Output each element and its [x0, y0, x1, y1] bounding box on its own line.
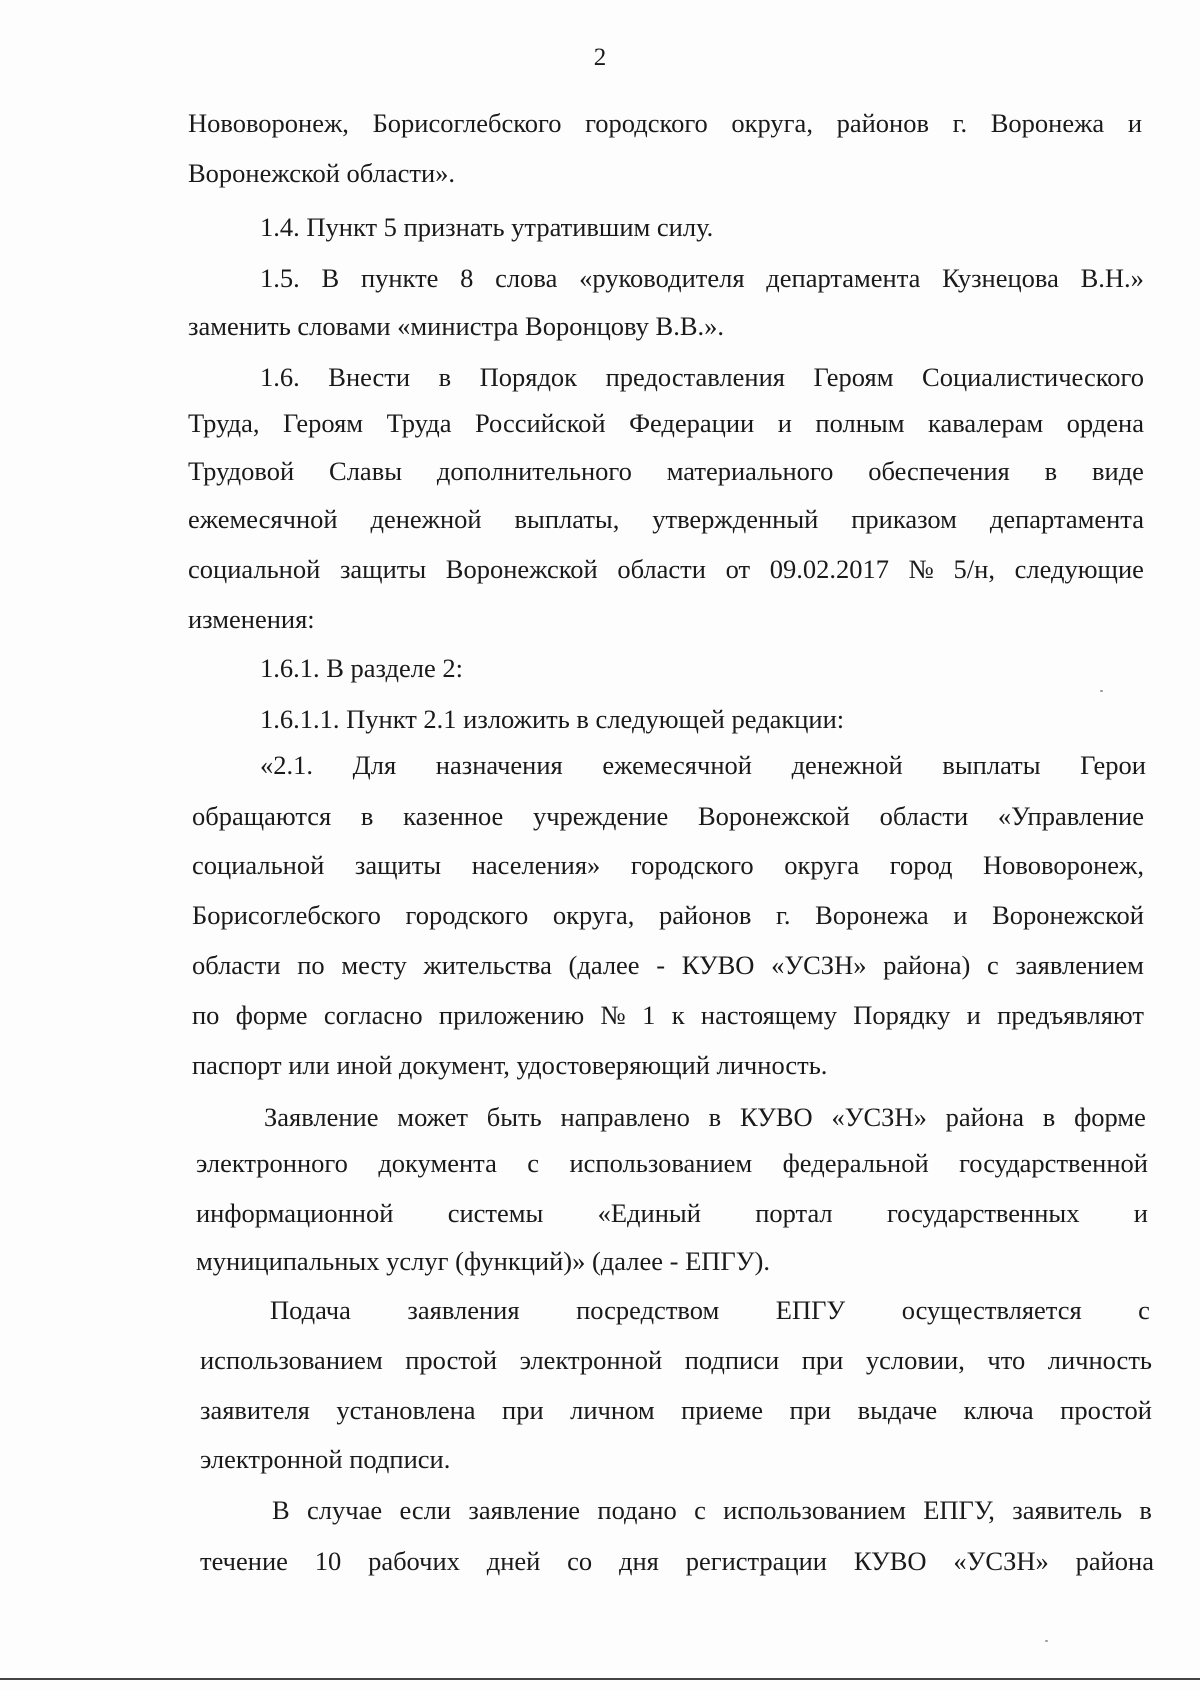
- word: полным: [815, 408, 905, 438]
- word: Труда,: [188, 408, 260, 438]
- word: «УСЗН»: [831, 1102, 927, 1132]
- word: Трудовой: [188, 456, 295, 486]
- text-line: электронной подписи.: [200, 1444, 451, 1474]
- word: использованием: [569, 1148, 753, 1178]
- text-line: [200, 1397, 1152, 1424]
- word: 1.5.: [260, 263, 300, 293]
- word: г.: [952, 108, 968, 138]
- word: Для: [352, 750, 397, 780]
- word: предоставления: [605, 362, 785, 392]
- word: по: [297, 950, 325, 980]
- word: ордена: [1066, 408, 1144, 438]
- word: государственных: [886, 1198, 1080, 1228]
- scan-edge: [0, 1678, 1200, 1680]
- word: выплаты,: [514, 504, 620, 534]
- word: по: [192, 1000, 220, 1030]
- word: Российской: [474, 408, 606, 438]
- word: казенное: [403, 801, 504, 831]
- word: в: [360, 801, 374, 831]
- word: городского: [405, 900, 529, 930]
- word: округа,: [731, 108, 813, 138]
- word: слова: [495, 263, 558, 293]
- word: защиты: [354, 850, 442, 880]
- word: условии,: [865, 1345, 965, 1375]
- text-line: 1.6.1. В разделе 2:: [260, 653, 464, 683]
- word: государственной: [959, 1148, 1148, 1178]
- text-line: 1.4. Пункт 5 признать утратившим силу.: [260, 212, 714, 242]
- word: района: [945, 1102, 1024, 1132]
- word: департамента: [989, 504, 1144, 534]
- word: Нововоронеж,: [983, 850, 1144, 880]
- word: №: [908, 554, 934, 584]
- word: со: [567, 1546, 593, 1576]
- word: социальной: [188, 554, 321, 584]
- word: Подача: [270, 1295, 351, 1325]
- word: использованием: [200, 1345, 383, 1375]
- word: защиты: [339, 554, 427, 584]
- word: (далее: [568, 950, 640, 980]
- word: что: [987, 1345, 1026, 1375]
- word: назначения: [435, 750, 563, 780]
- word: Славы: [329, 456, 403, 486]
- word: утвержденный: [652, 504, 819, 534]
- word: Социалистического: [922, 362, 1144, 392]
- text-line: [260, 265, 1144, 292]
- word: округа: [784, 850, 860, 880]
- word: виде: [1092, 456, 1144, 486]
- word: простой: [405, 1345, 498, 1375]
- word: и: [1127, 108, 1142, 138]
- word: подано: [597, 1495, 677, 1525]
- word: Нововоронеж,: [188, 108, 349, 138]
- text-line: изменения:: [188, 604, 315, 634]
- text-line: заменить словами «министра Воронцову В.В.».: [188, 311, 725, 341]
- word: подписи: [684, 1345, 780, 1375]
- word: предъявляют: [997, 1000, 1144, 1030]
- word: 1: [642, 1000, 656, 1030]
- word: рабочих: [368, 1546, 460, 1576]
- word: документа: [378, 1148, 497, 1178]
- word: установлена: [336, 1395, 476, 1425]
- word: ежемесячной: [188, 504, 338, 534]
- page-number: 2: [593, 44, 607, 71]
- word: при: [801, 1345, 844, 1375]
- word: форме: [235, 1000, 308, 1030]
- text-line: [188, 410, 1144, 437]
- word: материального: [666, 456, 834, 486]
- word: районов: [836, 108, 929, 138]
- word: регистрации: [685, 1546, 827, 1576]
- word: Борисоглебского: [372, 108, 562, 138]
- word: Воронежа: [815, 900, 929, 930]
- word: согласно: [323, 1000, 423, 1030]
- word: 09.02.2017: [769, 554, 889, 584]
- word: при: [502, 1395, 544, 1425]
- word: Воронежской: [445, 554, 598, 584]
- word: области: [879, 801, 969, 831]
- word: форме: [1074, 1102, 1146, 1132]
- word: 1.6.: [260, 362, 300, 392]
- text-line: [270, 1297, 1150, 1324]
- word: с: [694, 1495, 706, 1525]
- word: Порядку: [853, 1000, 951, 1030]
- word: заявителя: [200, 1395, 310, 1425]
- word: «2.1.: [260, 750, 313, 780]
- word: -: [656, 950, 666, 980]
- word: электронного: [196, 1148, 348, 1178]
- text-line: муниципальных услуг (функций)» (далее - ЕПГУ).: [196, 1246, 770, 1276]
- word: течение: [200, 1546, 288, 1576]
- word: в: [438, 362, 452, 392]
- word: обращаются: [192, 801, 332, 831]
- word: к: [671, 1000, 685, 1030]
- word: приеме: [681, 1395, 763, 1425]
- word: г.: [776, 900, 791, 930]
- word: района): [883, 950, 971, 980]
- word: в: [1042, 1102, 1056, 1132]
- word: денежной: [370, 504, 482, 534]
- word: электронной: [519, 1345, 663, 1375]
- word: случае: [307, 1495, 383, 1525]
- word: В: [321, 263, 340, 293]
- word: заявлением: [1015, 950, 1144, 980]
- word: заявления: [407, 1295, 520, 1325]
- word: заявление: [468, 1495, 581, 1525]
- word: учреждение: [532, 801, 669, 831]
- text-line: [264, 1104, 1146, 1131]
- word: Заявление: [264, 1102, 379, 1132]
- text-line: [200, 1548, 1154, 1575]
- word: городского: [630, 850, 754, 880]
- word: районов: [659, 900, 752, 930]
- word: кавалерам: [927, 408, 1044, 438]
- text-line: [260, 752, 1146, 779]
- word: заявитель: [1012, 1495, 1123, 1525]
- word: месту: [341, 950, 407, 980]
- word: Борисоглебского: [192, 900, 381, 930]
- word: системы: [447, 1198, 544, 1228]
- word: Кузнецова: [942, 263, 1059, 293]
- word: В.Н.»: [1080, 263, 1144, 293]
- word: «Управление: [997, 801, 1144, 831]
- word: «руководителя: [579, 263, 745, 293]
- text-line: [272, 1497, 1152, 1524]
- word: в: [708, 1102, 722, 1132]
- word: Воронежской: [697, 801, 850, 831]
- word: направлено: [560, 1102, 690, 1132]
- word: в: [1044, 456, 1058, 486]
- word: может: [397, 1102, 468, 1132]
- word: федеральной: [782, 1148, 929, 1178]
- word: выдаче: [857, 1395, 938, 1425]
- word: Герои: [1080, 750, 1146, 780]
- word: пункте: [360, 263, 439, 293]
- text-line: [196, 1200, 1148, 1227]
- word: ежемесячной: [602, 750, 752, 780]
- word: дня: [619, 1546, 659, 1576]
- word: КУВО: [739, 1102, 813, 1132]
- word: Федерации: [629, 408, 755, 438]
- scan-speck: [1100, 690, 1103, 692]
- word: департамента: [766, 263, 921, 293]
- word: следующие: [1014, 554, 1144, 584]
- word: КУВО: [681, 950, 755, 980]
- word: настоящему: [700, 1000, 837, 1030]
- word: 10: [314, 1546, 342, 1576]
- word: №: [600, 1000, 626, 1030]
- text-line: [192, 803, 1144, 830]
- word: Воронежа: [990, 108, 1105, 138]
- word: личность: [1047, 1345, 1152, 1375]
- word: и: [1133, 1198, 1148, 1228]
- text-line: [188, 458, 1144, 485]
- text-line: [188, 556, 1144, 583]
- word: В: [272, 1495, 290, 1525]
- word: портал: [755, 1198, 833, 1228]
- word: простой: [1060, 1395, 1152, 1425]
- text-line: [192, 902, 1144, 929]
- word: личном: [570, 1395, 655, 1425]
- text-line: [260, 364, 1144, 391]
- word: город: [889, 850, 953, 880]
- text-line: [188, 506, 1144, 533]
- word: с: [1138, 1295, 1150, 1325]
- word: при: [789, 1395, 832, 1425]
- word: и: [777, 408, 792, 438]
- word: ЕПГУ,: [923, 1495, 995, 1525]
- word: посредством: [576, 1295, 720, 1325]
- word: Воронежской: [992, 900, 1144, 930]
- word: денежной: [791, 750, 903, 780]
- text-line: 1.6.1.1. Пункт 2.1 изложить в следующей редакции:: [260, 704, 845, 734]
- word: выплаты: [942, 750, 1041, 780]
- word: с: [987, 950, 999, 980]
- word: приложению: [438, 1000, 585, 1030]
- word: «УСЗН»: [953, 1546, 1049, 1576]
- word: 5/н,: [953, 554, 995, 584]
- word: округа,: [552, 900, 635, 930]
- word: населения»: [471, 850, 601, 880]
- word: быть: [486, 1102, 542, 1132]
- word: «УСЗН»: [771, 950, 867, 980]
- text-line: [192, 852, 1144, 879]
- text-line: Воронежской области».: [188, 158, 456, 188]
- word: Порядок: [479, 362, 578, 392]
- text-line: [200, 1347, 1152, 1374]
- scan-speck: [1045, 1640, 1048, 1642]
- word: информационной: [196, 1198, 394, 1228]
- word: в: [1139, 1495, 1152, 1525]
- word: ЕПГУ: [775, 1295, 846, 1325]
- word: «Единый: [597, 1198, 701, 1228]
- word: если: [399, 1495, 452, 1525]
- word: осуществляется: [901, 1295, 1082, 1325]
- word: социальной: [192, 850, 325, 880]
- word: приказом: [851, 504, 957, 534]
- word: городского: [585, 108, 708, 138]
- text-line: паспорт или иной документ, удостоверяющий личность.: [192, 1050, 828, 1080]
- word: области: [617, 554, 706, 584]
- word: района: [1075, 1546, 1154, 1576]
- word: Героям: [813, 362, 894, 392]
- word: с: [527, 1148, 540, 1178]
- word: и: [953, 900, 968, 930]
- word: ключа: [963, 1395, 1034, 1425]
- word: обеспечения: [868, 456, 1010, 486]
- word: 8: [460, 263, 474, 293]
- word: КУВО: [853, 1546, 927, 1576]
- word: дополнительного: [436, 456, 632, 486]
- word: от: [725, 554, 751, 584]
- text-line: [192, 1002, 1144, 1029]
- text-line: [188, 110, 1142, 137]
- word: использованием: [723, 1495, 906, 1525]
- word: Внести: [328, 362, 411, 392]
- word: жительства: [423, 950, 552, 980]
- word: и: [966, 1000, 981, 1030]
- word: Труда: [386, 408, 452, 438]
- word: области: [192, 950, 281, 980]
- text-line: [196, 1150, 1148, 1177]
- word: дней: [486, 1546, 541, 1576]
- word: Героям: [283, 408, 364, 438]
- text-line: [192, 952, 1144, 979]
